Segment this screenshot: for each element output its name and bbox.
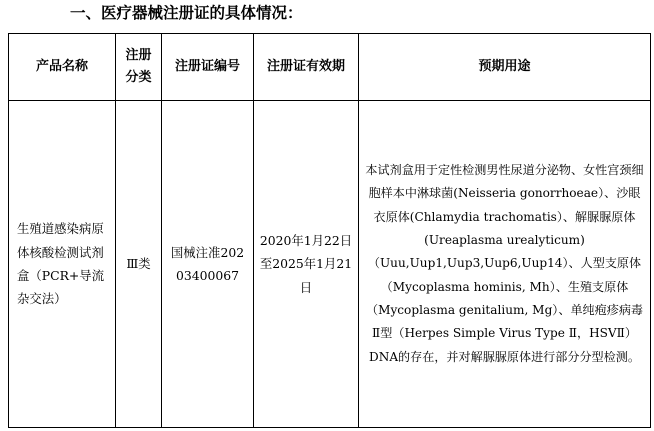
cell-product-name: 生殖道感染病原体核酸检测试剂盒（PCR+导流杂交法） <box>9 101 116 428</box>
cell-validity: 2020年1月22日至2025年1月21日 <box>254 101 359 428</box>
cell-intended-use: 本试剂盒用于定性检测男性尿道分泌物、女性宫颈细胞样本中淋球菌(Neisseria gonorrhoeae）、沙眼衣原体(Chlamydia trachomatis）、解脲脲原体(Ureaplasma urealyticum)（Uuu,Uup1,Uup3,Uup6,Uup14）、人型支原体（Mycoplasma hominis, Mh）、生殖支原体（Mycoplasma genitalium, Mg）、单纯疱疹病毒Ⅱ型（Herpes Simple Virus Type Ⅱ，HSVⅡ）DNA的存在，并对解脲脲原体进行部分分型检测。 <box>359 101 651 428</box>
table-row <box>9 101 651 428</box>
registration-table <box>8 33 651 428</box>
header-intended-use: 预期用途 <box>359 34 651 101</box>
header-cert-number: 注册证编号 <box>162 34 254 101</box>
cell-category: Ⅲ类 <box>116 101 162 428</box>
section-heading: 一、医疗器械注册证的具体情况： <box>70 4 303 22</box>
header-product-name: 产品名称 <box>9 34 116 101</box>
cell-cert-number: 国械注准20203400067 <box>162 101 254 428</box>
header-validity: 注册证有效期 <box>254 34 359 101</box>
table-header-row <box>9 34 651 101</box>
header-category: 注册分类 <box>116 34 162 101</box>
